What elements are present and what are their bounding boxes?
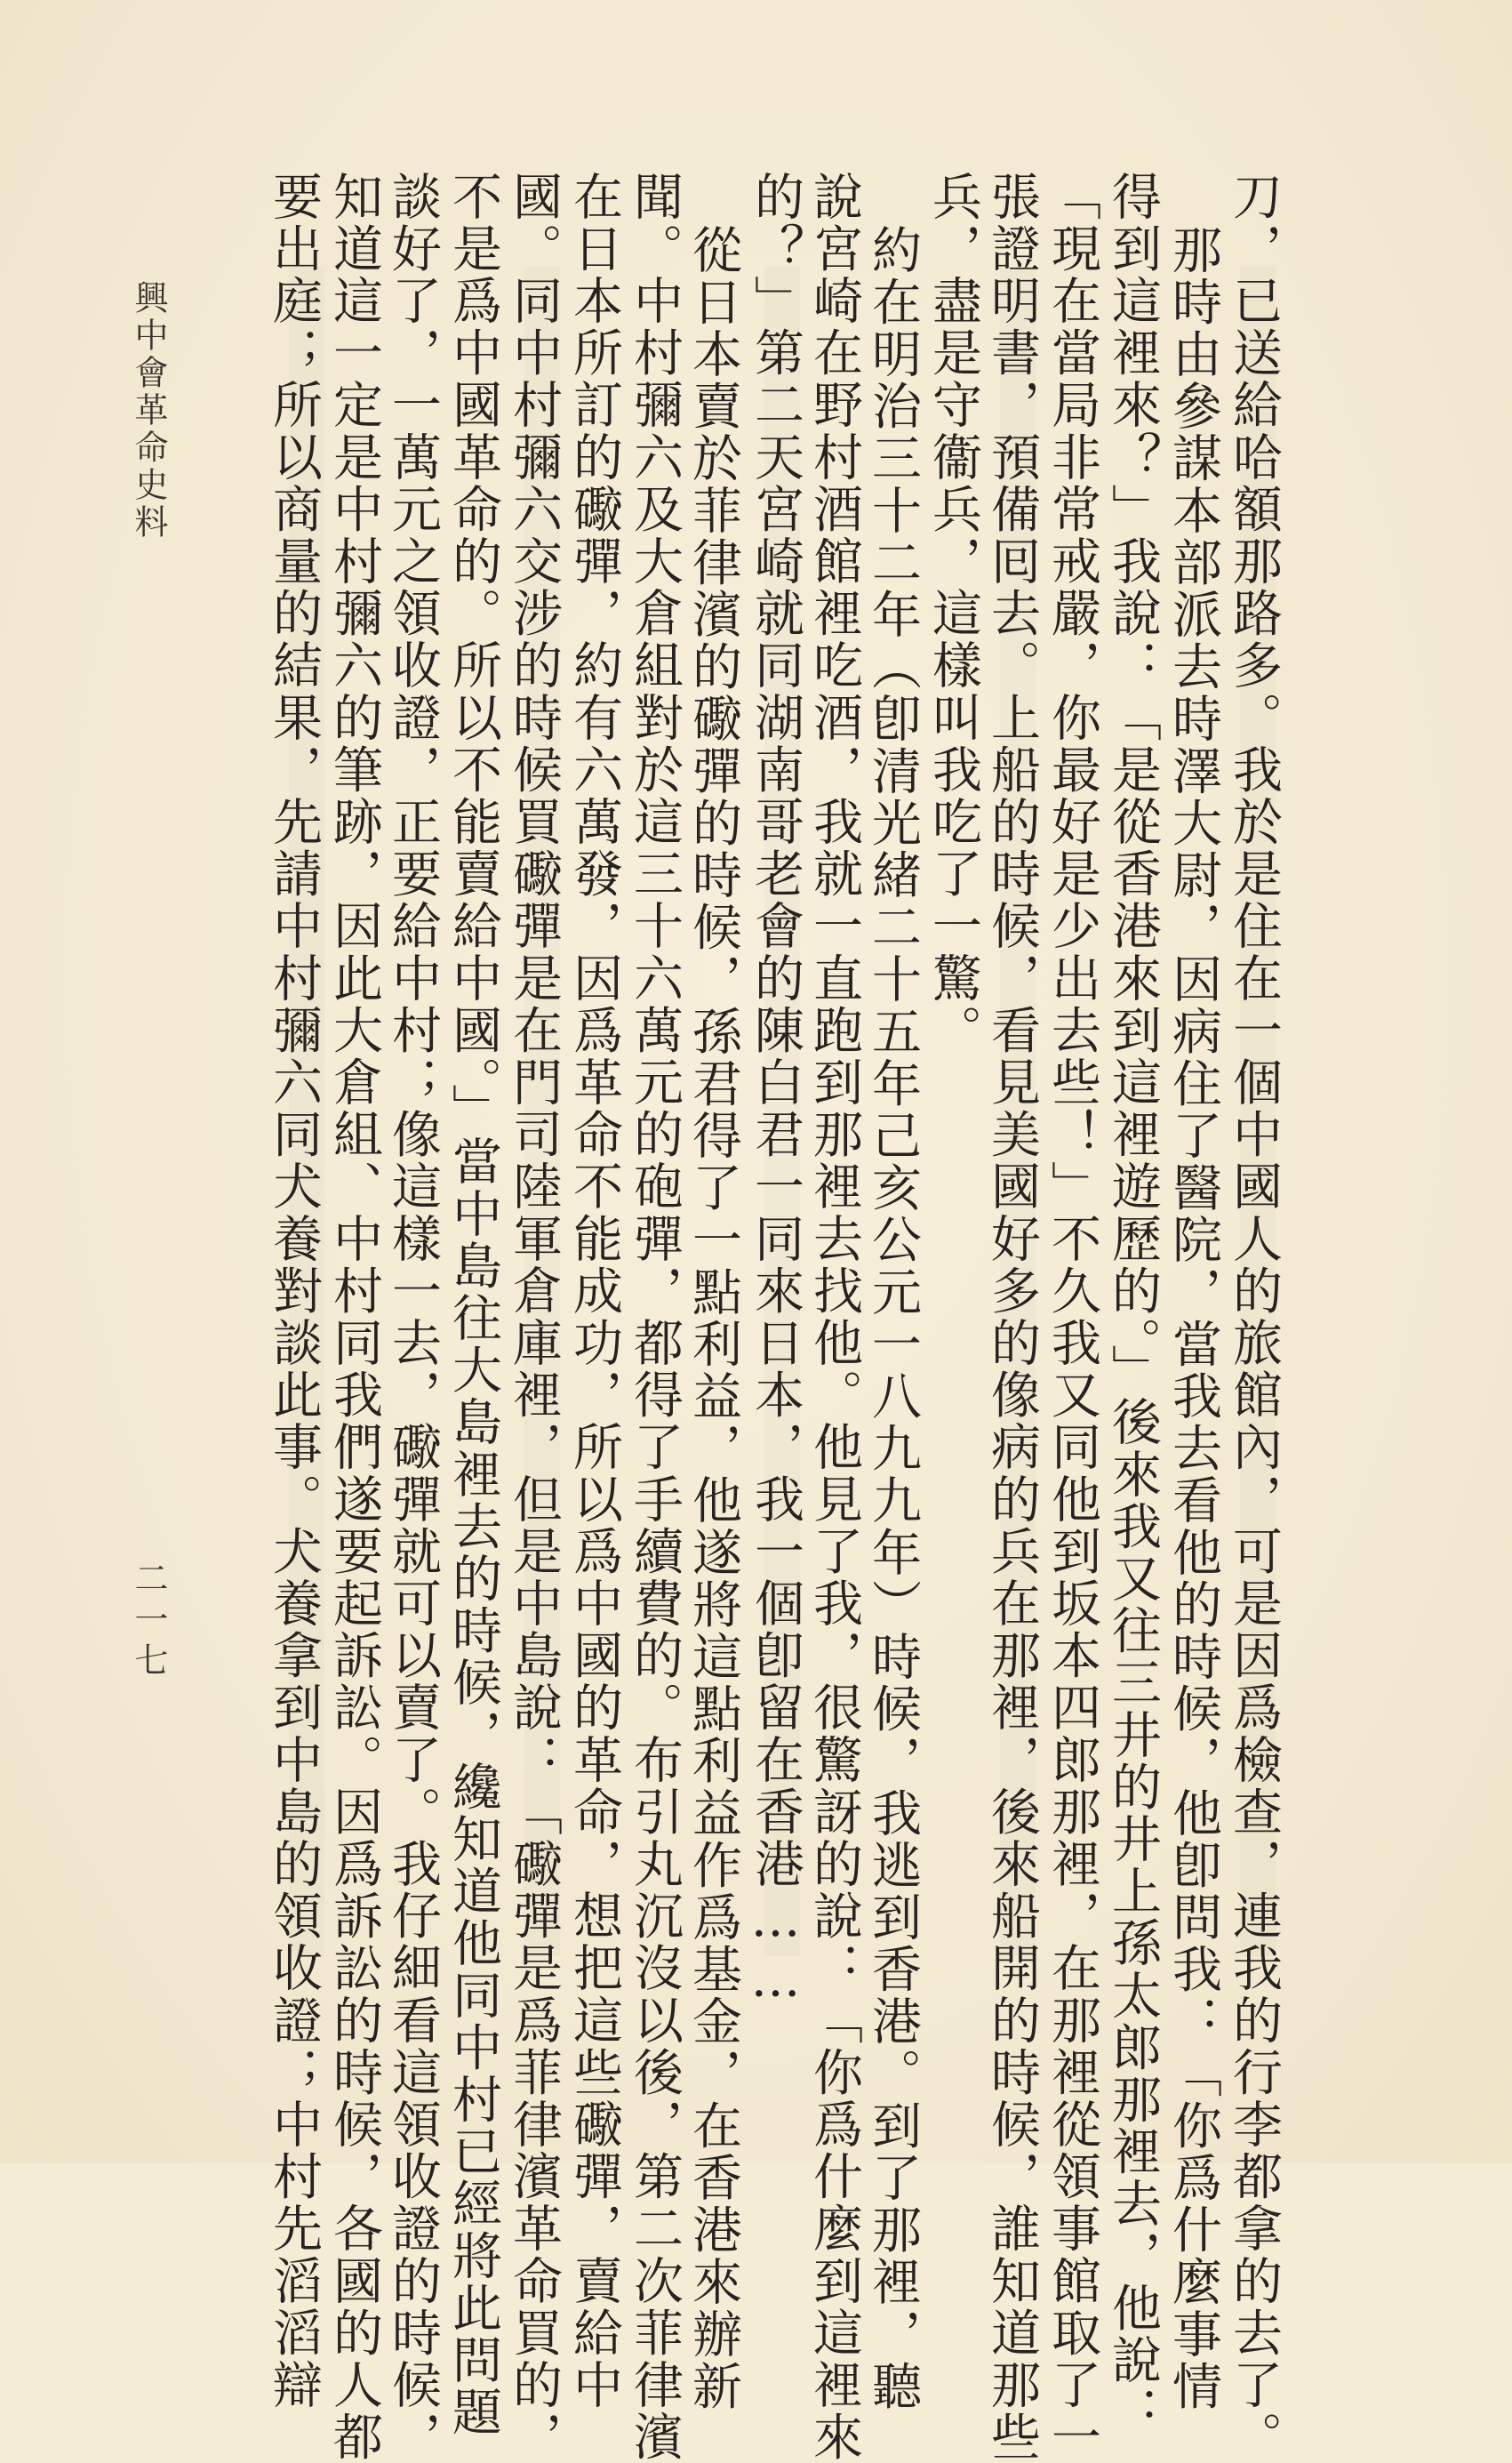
text-column-5: 張證明書，預備囘去。上船的時候，看見美國好多的像病的兵在那裡，後來船開的時候，誰知道那些 [983, 171, 1041, 2463]
text-column-7: 約在明治三十二年（卽清光緒二十五年己亥公元一八九九年）時候，我逃到香港。到了那裡，聽 [864, 224, 922, 2413]
text-column-16: 知道這一定是中村彌六的筆跡，因此大倉組、中村同我們遂要起訴訟。因爲訴訟的時候，各國的人都 [325, 171, 383, 2463]
text-column-17: 要出庭；所以商量的結果，先請中村彌六同犬養對談此事。犬養拿到中島的領收證；中村先滔滔辯 [265, 171, 323, 2411]
text-column-11: 聞。中村彌六及大倉組對於這三十六萬元的砲彈，都得了手續費的。布引丸沉沒以後，第二次菲律濱 [626, 171, 684, 2463]
text-column-1: 刀，已送給哈額那路多。我於是住在一個中國人的旅館內，可是因爲檢查，連我的行李都拿的去了。 [1225, 171, 1283, 2463]
text-column-15: 談好了，一萬元之領收證，正要給中村；像這樣一去，礮彈就可以賣了。我仔細看這領收證的時候， [384, 171, 442, 2463]
text-column-14: 不是爲中國革命的。所以不能賣給中國。」當中島往大島裡去的時候，纔知道他同中村已經將此問題 [444, 171, 502, 2439]
text-column-4: 「現在當局非常戒嚴，你最好是少出去些！」不久我又同他到坂本四郎那裡，在那裡從領事館取了一 [1044, 171, 1101, 2463]
text-column-13: 國。同中村彌六交涉的時候買礮彈是在門司陸軍倉庫裡，但是中島說：「礮彈是爲菲律濱革命買的， [505, 171, 563, 2463]
text-column-9: 的？」第二天宮崎就同湖南哥老會的陳白君一同來日本，我一個卽留在香港…… [747, 171, 804, 2010]
text-column-10: 從日本賣於菲律濱的礮彈的時候，孫君得了一點利益，他遂將這點利益作爲基金，在香港來辦新 [684, 224, 742, 2413]
text-column-12: 在日本所訂的礮彈，約有六萬發，因爲革命不能成功，所以爲中國的革命，想把這些礮彈，賣給中 [565, 171, 623, 2411]
text-column-3: 得到這裡來？」我說：「是從香港來到這裡遊歷的。」後來我又往三井的井上孫太郎那裡去，他說： [1104, 171, 1162, 2439]
text-column-8: 說宮崎在野村酒館裡吃酒，我就一直跑到那裡去找他。他見了我，很驚訝的說：「你爲什麼到這裡來 [805, 171, 863, 2463]
page-number: 二一七 [129, 1560, 168, 1683]
running-head-title: 興中會革命史料 [129, 280, 168, 542]
text-column-6: 兵，盡是守衞兵，這樣叫我吃了一驚。 [924, 171, 982, 1057]
text-column-2: 那時由參謀本部派去時澤大尉，因病住了醫院，當我去看他的時候，他卽問我：「你爲什麼事情 [1164, 224, 1222, 2413]
